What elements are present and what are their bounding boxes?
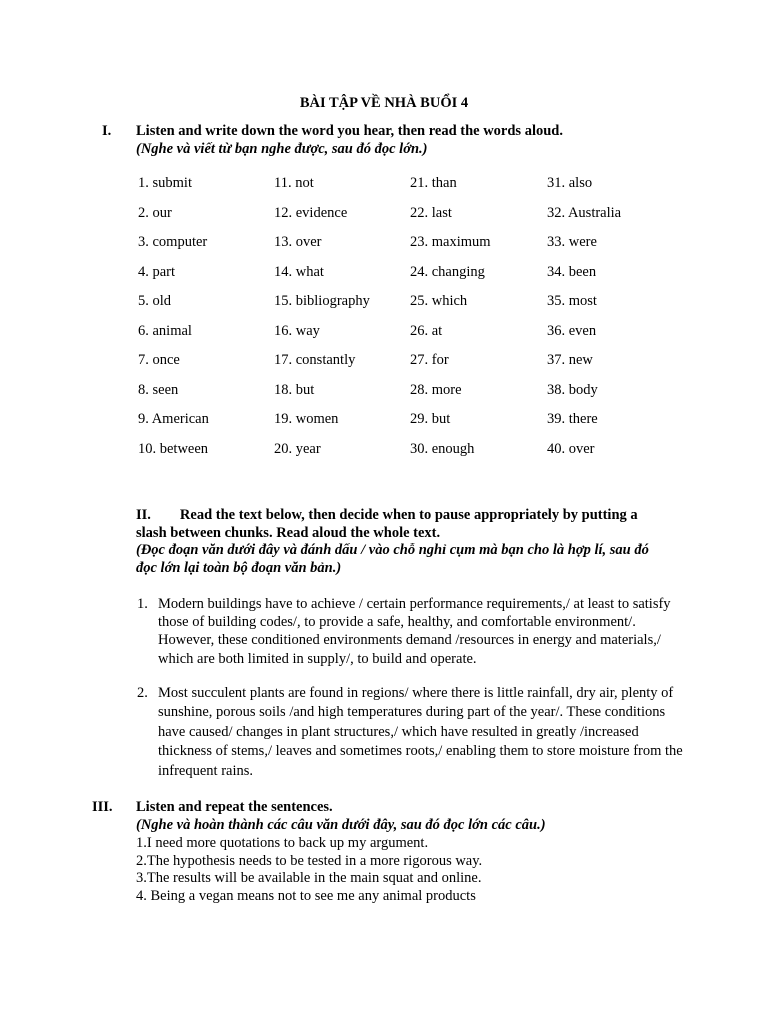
word-item: 3. computer (138, 234, 208, 250)
word-item: 22. last (410, 204, 452, 221)
word-item: 10. between (138, 440, 209, 457)
word-item: 16. way (274, 322, 320, 339)
word-item: 20. year (274, 440, 321, 457)
word-item: 2. our (138, 204, 172, 221)
word-item: 37. new (547, 352, 593, 368)
section-2-instruction-line2: slash between chunks. Read aloud the whole text. (136, 525, 441, 541)
section-1-instruction: Listen and write down the word you hear, then read the words aloud. (136, 123, 563, 139)
page-title: BÀI TẬP VỀ NHÀ BUỔI 4 (299, 95, 469, 111)
word-item: 9. American (138, 411, 209, 427)
word-item: 14. what (274, 263, 324, 280)
word-item: 24. changing (410, 263, 485, 280)
section-2-translation-line1: (Đọc đoạn văn dưới đây và đánh dấu / vào chỗ nghỉ cụm mà bạn cho là hợp lí, sau đó (136, 542, 649, 558)
word-item: 38. body (547, 381, 598, 398)
section-2-instruction-line1: Read the text below, then decide when to pause appropriately by putting a (179, 507, 638, 523)
paragraph-2-number: 2. (137, 685, 148, 701)
section-3-number: III. (92, 799, 113, 815)
sentence-2: 2.The hypothesis needs to be tested in a more rigorous way. (136, 853, 483, 869)
sentence-3: 3.The results will be available in the main squat and online. (136, 870, 482, 886)
word-list-grid (138, 174, 687, 469)
word-item: 29. but (410, 411, 451, 427)
word-item: 11. not (274, 175, 314, 191)
word-item: 39. there (547, 411, 598, 427)
section-2-translation-line2: đọc lớn lại toàn bộ đoạn văn bản.) (136, 560, 342, 576)
word-item: 7. once (138, 352, 180, 368)
word-item: 27. for (410, 352, 449, 368)
sentence-1: 1.I need more quotations to back up my argument. (136, 835, 429, 851)
section-1-number: I. (102, 123, 112, 139)
word-item: 5. old (138, 293, 172, 309)
word-item: 1. submit (138, 175, 192, 191)
word-item: 33. were (547, 234, 597, 250)
word-item: 17. constantly (274, 352, 356, 368)
word-item: 26. at (410, 322, 443, 339)
word-item: 18. but (274, 381, 315, 398)
word-item: 34. been (547, 263, 597, 280)
word-item: 30. enough (410, 440, 475, 457)
section-3-translation: (Nghe và hoàn thành các câu văn dưới đây, sau đó đọc lớn các câu.) (136, 817, 546, 833)
word-item: 8. seen (138, 381, 179, 398)
word-item: 13. over (274, 234, 322, 250)
paragraph-1-number: 1. (137, 596, 148, 612)
word-item: 23. maximum (410, 234, 491, 250)
word-item: 25. which (410, 293, 468, 309)
word-item: 12. evidence (274, 204, 348, 221)
word-item: 21. than (410, 175, 457, 191)
paragraph-2-text: Most succulent plants are found in regions/ where there is little rainfall, dry air, plenty of sunshine, porous soils /and high temperatures during part of the year/. These conditions have caused/ changes in plant structures,/ which have resulted in greatly /increased thickness of stems,/ leaves and sometimes roots,/ enabling them to store moisture from the infrequent rains. (158, 685, 683, 779)
word-item: 36. even (547, 322, 597, 339)
section-2-heading (136, 506, 638, 524)
paragraph-1-text: Modern buildings have to achieve / certain performance requirements,/ at least to satisfy those of building codes/, to provide a safe, healthy, and comfortable environment/. However, these conditioned environments demand /resources in energy and materials,/ which are both limited in supply/, to build and operate. (158, 596, 671, 667)
section-3-instruction: Listen and repeat the sentences. (136, 799, 333, 815)
word-item: 32. Australia (547, 204, 622, 221)
word-item: 35. most (547, 293, 597, 309)
word-item: 19. women (274, 411, 339, 427)
section-2-number: II. (136, 507, 151, 523)
section-1-translation: (Nghe và viết từ bạn nghe được, sau đó đọc lớn.) (136, 141, 428, 157)
word-item: 40. over (547, 440, 595, 457)
word-item: 31. also (547, 175, 593, 191)
word-item: 6. animal (138, 322, 192, 339)
word-item: 15. bibliography (274, 293, 370, 309)
sentence-4: 4. Being a vegan means not to see me any animal products (136, 888, 476, 904)
word-item: 4. part (138, 263, 176, 280)
word-item: 28. more (410, 381, 462, 398)
